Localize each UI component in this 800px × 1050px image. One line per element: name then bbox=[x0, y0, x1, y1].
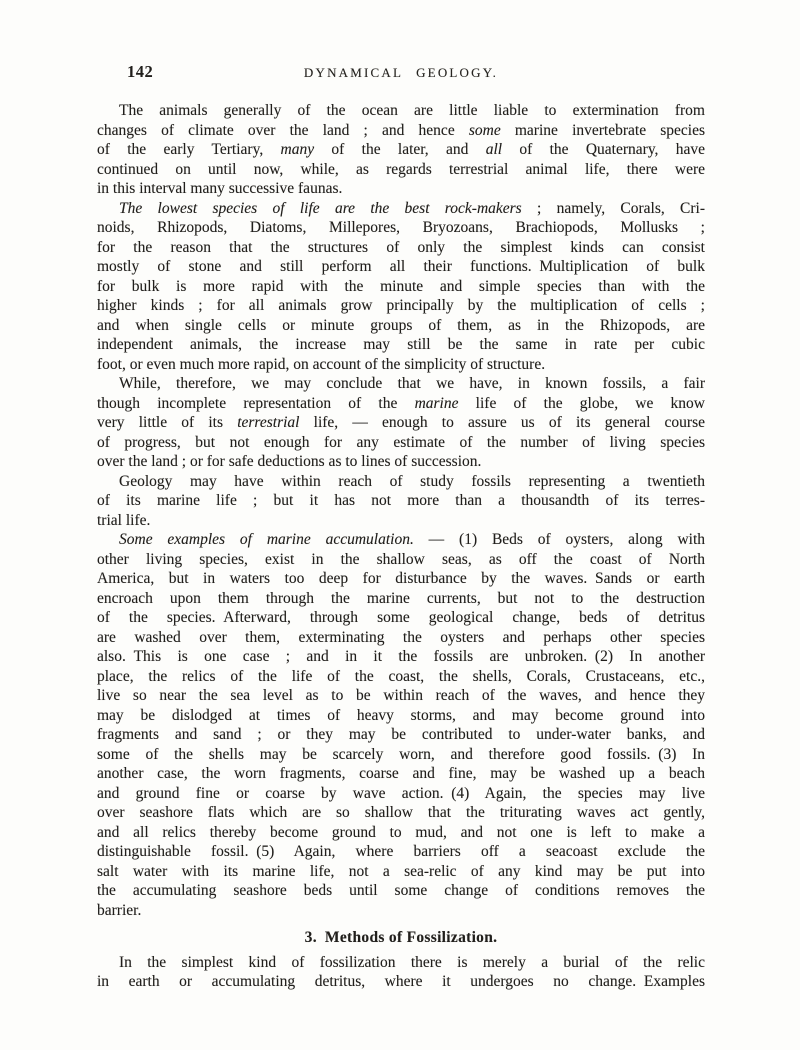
text-line: for bulk is more rapid with the minute and simple species than with the bbox=[97, 277, 705, 295]
text-line: In the simplest kind of fossilization there is merely a burial of the relic bbox=[119, 953, 705, 971]
text-line: encroach upon them through the marine currents, but not to the destruction bbox=[97, 589, 705, 607]
italic-phrase: marine bbox=[414, 394, 459, 412]
text-line: and ground fine or coarse by wave action. (4) Again, the species may live bbox=[97, 784, 705, 802]
text-line: America, but in waters too deep for disturbance by the waves. Sands or earth bbox=[97, 570, 705, 587]
text-line: very little of its terrestrial life, — enough to assure us of its general course bbox=[97, 414, 705, 431]
italic-phrase: Some examples of marine accumulation. bbox=[119, 531, 414, 548]
text-line: and all relics thereby become ground to mud, and not one is left to make a bbox=[97, 823, 705, 841]
page-header bbox=[97, 62, 705, 86]
text-line: fragments and sand ; or they may be contributed to under-water banks, and bbox=[97, 726, 705, 743]
text-line: other living species, exist in the shallow seas, as off the coast of North bbox=[97, 550, 705, 568]
italic-phrase: some bbox=[468, 121, 501, 139]
running-head: DYNAMICAL GEOLOGY. bbox=[303, 65, 499, 80]
text-line: also. This is one case ; and in it the fossils are unbroken. (2) In another bbox=[97, 648, 705, 665]
paragraph bbox=[97, 953, 705, 992]
paragraph bbox=[97, 101, 705, 199]
text-line: live so near the sea level as to be within reach of the waves, and hence they bbox=[97, 687, 705, 704]
text-line: of its marine life ; but it has not more than a thousandth of its terres- bbox=[97, 492, 705, 509]
text-line: over the land ; or for safe deductions as to lines of succession. bbox=[97, 453, 482, 470]
text-line: trial life. bbox=[97, 511, 151, 529]
text-line: salt water with its marine life, not a sea-relic of any kind may be put into bbox=[97, 862, 705, 880]
italic-phrase: many bbox=[280, 141, 315, 158]
italic-phrase: The lowest species of life are the best rock-makers bbox=[119, 199, 522, 217]
text-line: of progress, but not enough for any estimate of the number of living species bbox=[97, 433, 705, 451]
italic-phrase: all bbox=[485, 141, 503, 158]
text-line: for the reason that the structures of only the simplest kinds can consist bbox=[97, 238, 705, 256]
text-line: place, the relics of the life of the coast, the shells, Corals, Crustaceans, etc., bbox=[97, 667, 705, 685]
paragraph bbox=[97, 199, 705, 375]
text-line: are washed over them, exterminating the oysters and perhaps other species bbox=[97, 628, 705, 646]
text-line: another case, the worn fragments, coarse and fine, may be washed up a beach bbox=[97, 765, 705, 782]
paragraph bbox=[97, 530, 705, 920]
text-line: in earth or accumulating detritus, where it undergoes no change. Examples bbox=[97, 973, 705, 990]
text-line: higher kinds ; for all animals grow principally by the multiplication of cells ; bbox=[97, 297, 705, 314]
text-line: may be dislodged at times of heavy storms, and may become ground into bbox=[97, 706, 705, 724]
text-line: The lowest species of life are the best rock-makers ; namely, Corals, Cri- bbox=[119, 199, 705, 217]
text-line: continued on until now, while, as regards terrestrial animal life, there were bbox=[97, 160, 705, 178]
text-line: barrier. bbox=[97, 901, 142, 919]
text-line: some of the shells may be scarcely worn, and therefore good fossils. (3) In bbox=[97, 745, 705, 763]
text-line: independent animals, the increase may still be the same in rate per cubic bbox=[97, 336, 705, 353]
text-line: The animals generally of the ocean are little liable to extermination from bbox=[119, 102, 705, 119]
text-column bbox=[97, 101, 705, 992]
text-line: While, therefore, we may conclude that we have, in known fossils, a fair bbox=[119, 375, 705, 392]
section-heading: 3. Methods of Fossilization. bbox=[304, 929, 498, 946]
paragraph bbox=[97, 472, 705, 531]
text-line: though incomplete representation of the marine life of the globe, we know bbox=[97, 394, 705, 412]
text-line: of the species. Afterward, through some geological change, beds of detritus bbox=[97, 609, 705, 626]
text-line: and when single cells or minute groups of them, as in the Rhizopods, are bbox=[97, 316, 705, 334]
text-line: over seashore flats which are so shallow that the triturating waves act gently, bbox=[97, 804, 705, 821]
page-number: 142 bbox=[127, 62, 154, 81]
text-line: in this interval many successive faunas. bbox=[97, 180, 343, 197]
text-line: changes of climate over the land ; and hence some marine invertebrate species bbox=[97, 121, 705, 139]
text-line: mostly of stone and still perform all their functions. Multiplication of bulk bbox=[97, 258, 705, 275]
text-line: foot, or even much more rapid, on account of the simplicity of structure. bbox=[97, 355, 546, 373]
text-line: noids, Rhizopods, Diatoms, Millepores, Bryozoans, Brachiopods, Mollusks ; bbox=[97, 219, 705, 236]
text-line: of the early Tertiary, many of the later, and all of the Quaternary, have bbox=[97, 141, 705, 158]
text-line: distinguishable fossil. (5) Again, where barriers off a seacoast exclude the bbox=[97, 843, 705, 860]
italic-phrase: terrestrial bbox=[237, 414, 300, 431]
text-line: the accumulating seashore beds until some change of conditions removes the bbox=[97, 882, 705, 899]
paragraph bbox=[97, 374, 705, 472]
text-line: Some examples of marine accumulation. — (1) Beds of oysters, along with bbox=[119, 531, 705, 548]
text-line: Geology may have within reach of study fossils representing a twentieth bbox=[119, 472, 705, 490]
